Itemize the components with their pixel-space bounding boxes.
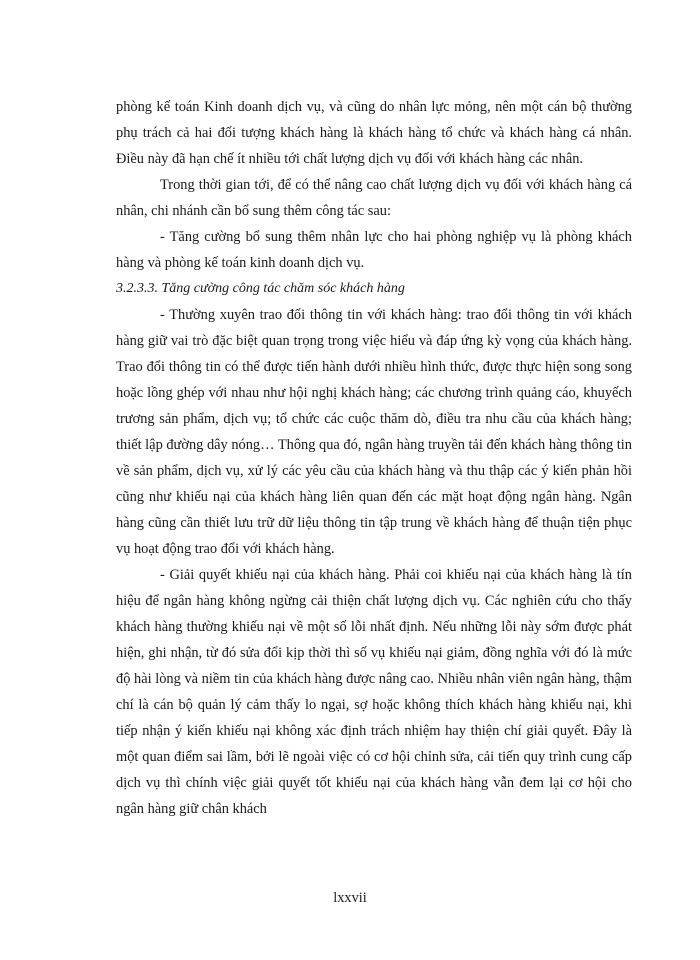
paragraph-4: - Thường xuyên trao đổi thông tin với khách hàng: trao đổi thông tin với khách hàng giữ vai trò đặc biệt quan trọng trong việc hiểu và đáp ứng kỳ vọng của khách hàng. Trao đổi thông tin có thể được tiến hành dưới nhiều hình thức, được thực hiện song song hoặc lồng ghép với nhau như hội nghị khách hàng; các chương trình quảng cáo, khuyếch trương sản phẩm, dịch vụ; tổ chức các cuộc thăm dò, điều tra nhu cầu của khách hàng; thiết lập đường dây nóng… Thông qua đó, ngân hàng truyền tải đến khách hàng thông tin về sản phẩm, dịch vụ, xử lý các yêu cầu của khách hàng và thu thập các ý kiến phản hồi cũng như khiếu nại của khách hàng liên quan đến các mặt hoạt động ngân hàng. Ngân hàng cũng cần thiết lưu trữ dữ liệu thông tin tập trung về khách hàng để thuận tiện phục vụ hoạt động trao đổi với khách hàng. xyxy=(116,307,632,557)
page-number: lxxvii xyxy=(333,890,367,906)
section-heading: 3.2.3.3. Tăng cường công tác chăm sóc khách hàng xyxy=(116,281,405,296)
paragraph-3: - Tăng cường bổ sung thêm nhân lực cho hai phòng nghiệp vụ là phòng khách hàng và phòng kế toán kinh doanh dịch vụ. xyxy=(116,229,632,271)
paragraph-1: phòng kế toán Kinh doanh dịch vụ, và cũng do nhân lực mỏng, nên một cán bộ thường phụ trách cả hai đối tượng khách hàng là khách hàng tổ chức và khách hàng cá nhân. Điều này đã hạn chế ít nhiều tới chất lượng dịch vụ đối với khách hàng các nhân. xyxy=(116,99,632,167)
paragraph-5: - Giải quyết khiếu nại của khách hàng. Phải coi khiếu nại của khách hàng là tín hiệu để ngân hàng không ngừng cải thiện chất lượng dịch vụ. Các nghiên cứu cho thấy khách hàng thường khiếu nại về một số lỗi nhất định. Nếu những lỗi này sớm được phát hiện, ghi nhận, từ đó sửa đổi kịp thời thì số vụ khiếu nại giảm, đồng nghĩa với đó là mức độ hài lòng và niềm tin của khách hàng được nâng cao. Nhiều nhân viên ngân hàng, thậm chí là cán bộ quản lý cảm thấy lo ngại, sợ hoặc không thích khách hàng khiếu nại, khi tiếp nhận ý kiến khiếu nại không xác định trách nhiệm hay thiện chí giải quyết. Đây là một quan điểm sai lầm, bởi lẽ ngoài việc có cơ hội chỉnh sửa, cải tiến quy trình cung cấp dịch vụ thì chính việc giải quyết tốt khiếu nại của khách hàng vẫn đem lại cơ hội cho ngân hàng giữ chân khách xyxy=(116,567,632,817)
paragraph-2: Trong thời gian tới, để có thể nâng cao chất lượng dịch vụ đối với khách hàng cá nhân, chi nhánh cần bổ sung thêm công tác sau: xyxy=(116,177,632,219)
document-body xyxy=(116,94,632,822)
